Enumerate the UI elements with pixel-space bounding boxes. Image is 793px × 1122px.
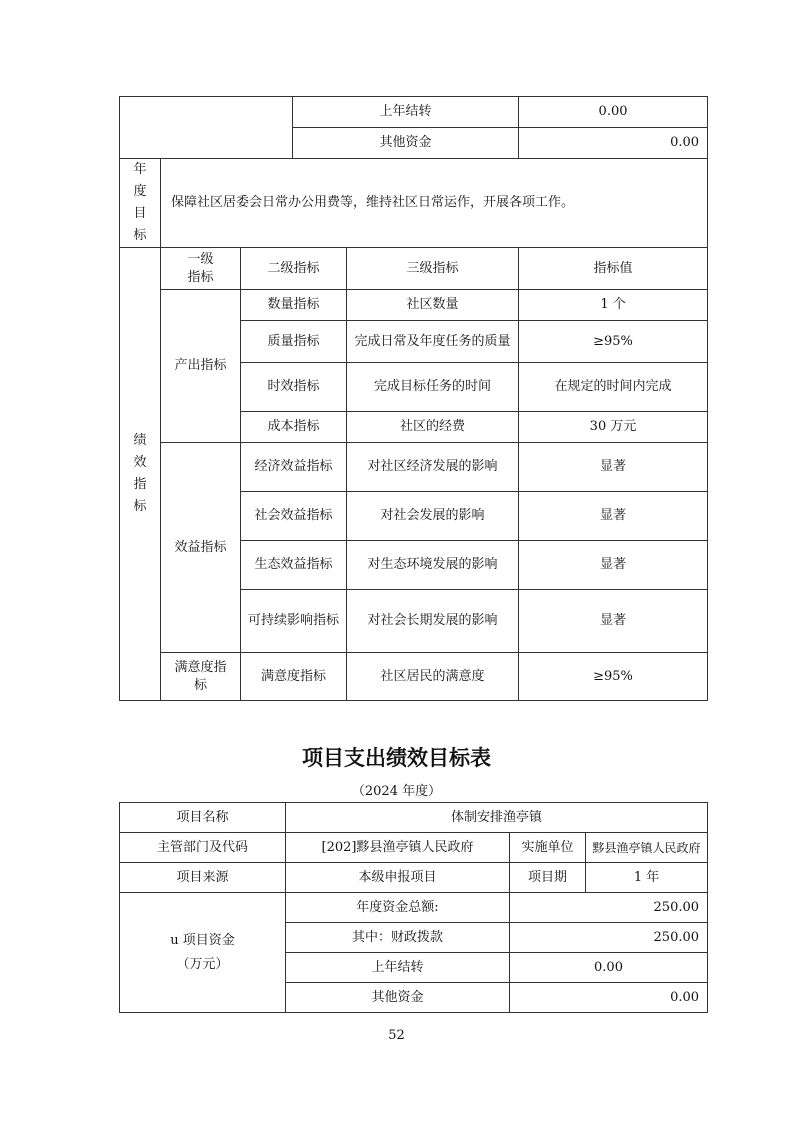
- indicator-value: 显著: [519, 590, 708, 653]
- project-name-value: 体制安排渔亭镇: [286, 803, 708, 833]
- indicator-value: ≥95%: [519, 653, 708, 701]
- indicator-value: 显著: [519, 541, 708, 590]
- page-title: 项目支出绩效目标表: [302, 746, 491, 770]
- level2-cell: 质量指标: [241, 321, 347, 363]
- funds-label: 上年结转: [293, 97, 519, 128]
- level1-satisfaction: 满意度指 标: [161, 653, 241, 701]
- funds-label: 其他资金: [293, 128, 519, 159]
- level3-cell: 对生态环境发展的影响: [347, 541, 519, 590]
- level1-output: 产出指标: [161, 290, 241, 443]
- blank-cell: [120, 97, 293, 159]
- level3-cell: 社区的经费: [347, 412, 519, 443]
- level3-cell: 对社会发展的影响: [347, 492, 519, 541]
- annual-goal-label: 年 度 目 标: [120, 159, 161, 248]
- funds-value: 0.00: [519, 128, 708, 159]
- indicator-value: 显著: [519, 443, 708, 492]
- annual-goal-text: 保障社区居委会日常办公用费等，维持社区日常运作，开展各项工作。: [161, 159, 708, 248]
- funds-row-label: 其中：财政拨款: [286, 923, 510, 953]
- level2-cell: 满意度指标: [241, 653, 347, 701]
- period-value: 1 年: [586, 863, 708, 893]
- level2-cell: 经济效益指标: [241, 443, 347, 492]
- level3-cell: 社区居民的满意度: [347, 653, 519, 701]
- funds-row-value: 0.00: [510, 983, 708, 1013]
- level1-benefit: 效益指标: [161, 443, 241, 653]
- project-goal-table: [119, 802, 708, 1013]
- level3-cell: 对社区经济发展的影响: [347, 443, 519, 492]
- performance-indicator-table: [119, 96, 708, 701]
- source-value: 本级申报项目: [286, 863, 510, 893]
- funds-row-label: 年度资金总额:: [286, 893, 510, 923]
- header-level1: 一级 指标: [161, 248, 241, 290]
- header-level3: 三级指标: [347, 248, 519, 290]
- level2-cell: 时效指标: [241, 363, 347, 412]
- level3-cell: 对社会长期发展的影响: [347, 590, 519, 653]
- funds-row-value: 250.00: [510, 923, 708, 953]
- project-name-label: 项目名称: [120, 803, 286, 833]
- level3-cell: 完成目标任务的时间: [347, 363, 519, 412]
- source-label: 项目来源: [120, 863, 286, 893]
- dept-label: 主管部门及代码: [120, 833, 286, 863]
- funds-row-label: 其他资金: [286, 983, 510, 1013]
- indicator-value: 1 个: [519, 290, 708, 321]
- funds-value: 0.00: [519, 97, 708, 128]
- impl-label: 实施单位: [510, 833, 586, 863]
- funds-row-value: 250.00: [510, 893, 708, 923]
- performance-label: 绩 效 指 标: [120, 248, 161, 701]
- period-label: 项目期: [510, 863, 586, 893]
- indicator-value: 30 万元: [519, 412, 708, 443]
- header-value: 指标值: [519, 248, 708, 290]
- level2-cell: 社会效益指标: [241, 492, 347, 541]
- header-level2: 二级指标: [241, 248, 347, 290]
- impl-value: 黟县渔亭镇人民政府: [586, 833, 708, 863]
- level2-cell: 成本指标: [241, 412, 347, 443]
- dept-value: [202]黟县渔亭镇人民政府: [286, 833, 510, 863]
- funds-label: u 项目资金 （万元）: [120, 893, 286, 1013]
- indicator-value: 显著: [519, 492, 708, 541]
- funds-row-value: 0.00: [510, 953, 708, 983]
- fiscal-year: （2024 年度）: [351, 784, 442, 799]
- indicator-value: ≥95%: [519, 321, 708, 363]
- level2-cell: 可持续影响指标: [241, 590, 347, 653]
- funds-row-label: 上年结转: [286, 953, 510, 983]
- page-number: 52: [388, 1028, 405, 1043]
- indicator-value: 在规定的时间内完成: [519, 363, 708, 412]
- level2-cell: 数量指标: [241, 290, 347, 321]
- level3-cell: 社区数量: [347, 290, 519, 321]
- level2-cell: 生态效益指标: [241, 541, 347, 590]
- level3-cell: 完成日常及年度任务的质量: [347, 321, 519, 363]
